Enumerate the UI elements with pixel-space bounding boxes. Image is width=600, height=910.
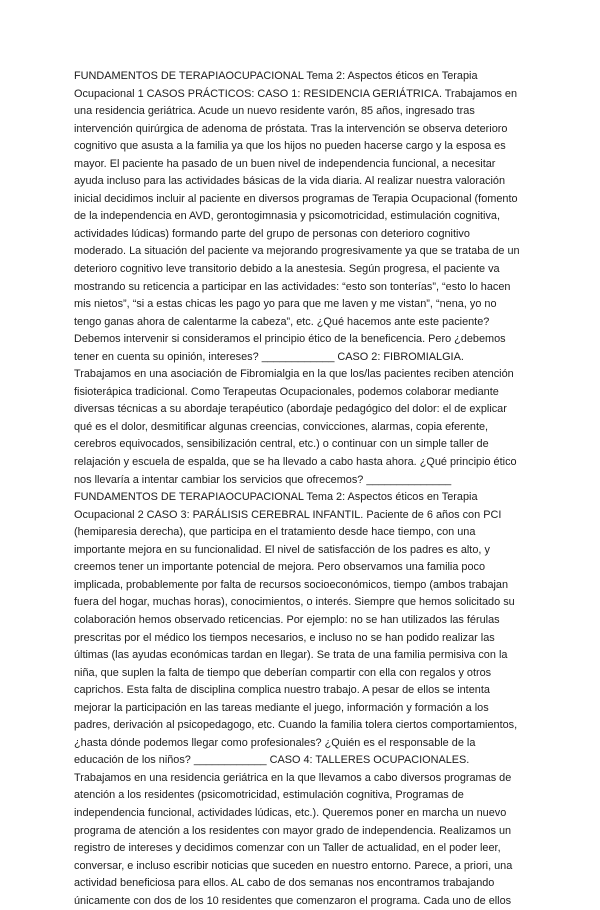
document-line: una residencia geriátrica. Acude un nuevo residente varón, 85 años, ingresado tras [74, 105, 475, 118]
document-line: qué es el dolor, desmitificar algunas creencias, convicciones, alarmas, copia eferente, [74, 420, 489, 433]
document-line: mejorar la participación en las tareas mediante el juego, información y formación a los [74, 701, 489, 714]
document-line: FUNDAMENTOS DE TERAPIAOCUPACIONAL Tema 2: Aspectos éticos en Terapia [74, 491, 478, 504]
document-line: conversar, e incluso escribir noticias que suceden en nuestro entorno. Parece, a priori, una [74, 859, 513, 872]
document-line: nos llevaría a intentar cambiar los servicios que ofrecemos? ______________ [74, 473, 452, 486]
document-line: creemos tener un importante potencial de mejora. Pero observamos una familia poco [74, 561, 486, 574]
document-line: prescritas por el médico los tiempos necesarios, e incluso no se han podido realizar las [74, 631, 495, 644]
document-line: actividad beneficiosa para ellos. AL cabo de dos semanas nos encontramos trabajando [74, 877, 495, 890]
document-line: padres, derivación al psicopedagogo, etc. Cuando la familia tolera ciertos comportamientos, [74, 719, 518, 732]
document-line: mis nietos”, “si a estas chicas les pago yo para que me laven y me vistan”, “nena, yo no [74, 298, 497, 311]
document-line: ayuda incluso para las actividades básicas de la vida diaria. Al realizar nuestra valoración [74, 175, 506, 188]
document-line: atención a los residentes (psicomotricidad, estimulación cognitiva, Programas de [74, 789, 464, 802]
document-line: mostrando su reticencia a participar en las actividades: “esto son tonterías”, “esto lo hacen [74, 280, 511, 293]
document-line: importante mejora en su funcionalidad. El nivel de satisfacción de los padres es alto, y [74, 543, 490, 556]
document-line: tengo ganas ahora de calentarme la cabeza”, etc. ¿Qué hacemos ante este paciente? [74, 315, 490, 328]
document-line: tener en cuenta su opinión, intereses? ____________ CASO 2: FIBROMIALGIA. [74, 350, 464, 363]
document-line: cognitivo que asusta a la familia ya que los hijos no pueden hacerse cargo y la esposa es [74, 140, 506, 153]
document-line: cerebros equivocados, sensibilización central, etc.) o continuar con un simple taller de [74, 438, 489, 451]
document-line: únicamente con dos de los 10 residentes que comenzaron el programa. Cada uno de ellos [74, 894, 512, 907]
document-line: relajación y escuela de espalda, que se ha llevado a cabo hasta ahora. ¿Qué principio ético [74, 456, 517, 469]
document-line: Ocupacional 2 CASO 3: PARÁLISIS CEREBRAL INFANTIL. Paciente de 6 años con PCI [74, 508, 502, 521]
document-line: Trabajamos en una asociación de Fibromialgia en la que los/las pacientes reciben atención [74, 368, 514, 381]
document-line: educación de los niños? ____________ CASO 4: TALLERES OCUPACIONALES. [74, 754, 470, 767]
document-line: independencia funcional, actividades lúdicas, etc.). Queremos poner en marcha un nuevo [74, 806, 507, 819]
document-line: implicada, probablemente por falta de recursos socioeconómicos, tiempo (ambos trabajan [74, 578, 509, 591]
document-line: (hemiparesia derecha), que participa en el tratamiento desde hace tiempo, con una [74, 526, 476, 539]
document-line: colaboración hemos observado reticencias. Por ejemplo: no se han utilizados las férulas [74, 613, 500, 626]
document-line: fuera del hogar, muchas horas), conocimientos, o interés. Siempre que hemos solicitado su [74, 596, 515, 609]
document-body [74, 68, 529, 910]
document-line: caprichos. Esta falta de disciplina complica nuestro trabajo. A pesar de ellos se intenta [74, 684, 490, 697]
document-line: programa de atención a los residentes con mayor grado de independencia. Realizamos un [74, 824, 512, 837]
document-line: fisioterápica tradicional. Como Terapeutas Ocupacionales, podemos colaborar mediante [74, 385, 499, 398]
document-line: Debemos intervenir si consideramos el principio ético de la beneficencia. Pero ¿debemos [74, 333, 506, 346]
document-line: deterioro cognitivo leve transitorio debido a la anestesia. Según progresa, el paciente va [74, 263, 500, 276]
document-line: registro de intereses y decidimos comenzar con un Taller de actualidad, en el poder leer, [74, 842, 501, 855]
document-line: Trabajamos en una residencia geriátrica en la que llevamos a cabo diversos programas de [74, 771, 512, 784]
document-line: mayor. El paciente ha pasado de un buen nivel de independencia funcional, a necesitar [74, 157, 496, 170]
document-line: últimas (las ayudas económicas tardan en llegar). Se trata de una familia permisiva con la [74, 649, 508, 662]
document-line: actividades lúdicas) formando parte del grupo de personas con deterioro cognitivo [74, 227, 470, 240]
document-line: Ocupacional 1 CASOS PRÁCTICOS: CASO 1: RESIDENCIA GERIÁTRICA. Trabajamos en [74, 87, 518, 100]
document-line: diversas técnicas a su abordaje terapéutico (abordaje pedagógico del dolor: el de explicar [74, 403, 507, 416]
document-line: moderado. La situación del paciente va mejorando progresivamente ya que se trataba de un [74, 245, 520, 258]
document-line: niña, que suplen la falta de tiempo que deberían compartir con ella con regalos y otros [74, 666, 492, 679]
document-line: FUNDAMENTOS DE TERAPIAOCUPACIONAL Tema 2: Aspectos éticos en Terapia [74, 70, 478, 82]
document-line: de la independencia en AVD, gerontogimnasia y psicomotricidad, estimulación cognitiva, [74, 210, 500, 223]
document-line: ¿hasta dónde podemos llegar como profesionales? ¿Quién es el responsable de la [74, 736, 476, 749]
document-line: intervención quirúrgica de adenoma de próstata. Tras la intervención se observa deterioro [74, 122, 508, 135]
document-line: inicial decidimos incluir al paciente en diversos programas de Terapia Ocupacional (fomento [74, 192, 518, 205]
